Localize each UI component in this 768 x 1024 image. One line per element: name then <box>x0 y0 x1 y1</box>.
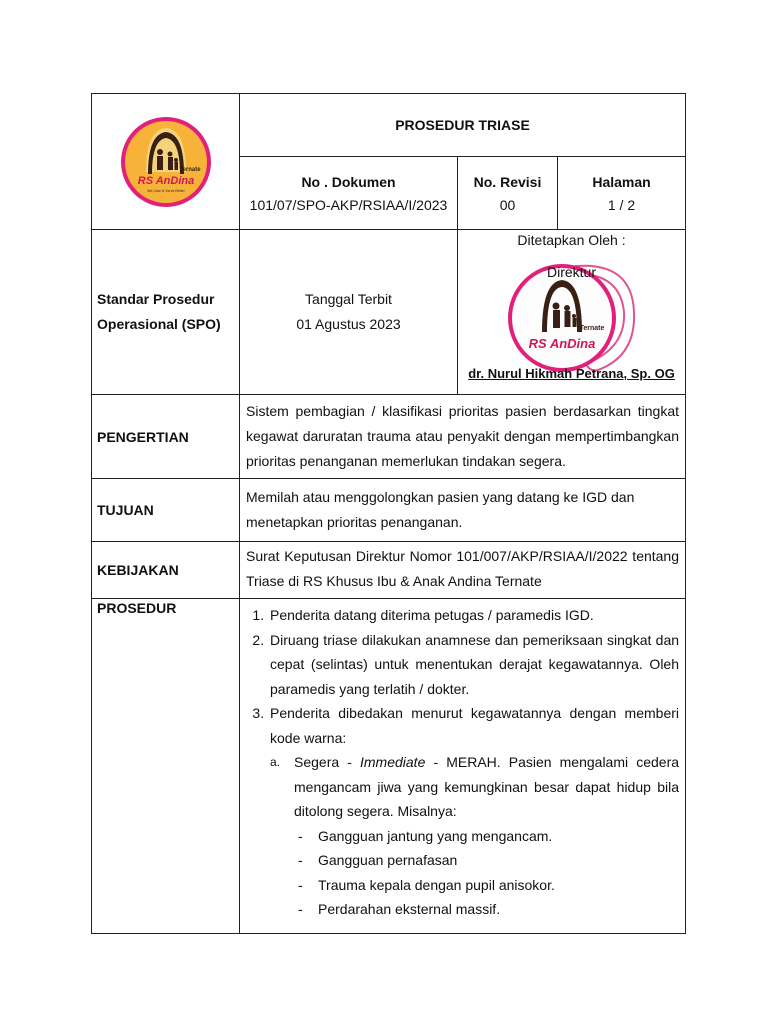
stamp-name-text: RS AnDina <box>528 336 596 351</box>
kebijakan-text: Surat Keputusan Direktur Nomor 101/007/AKP/RSIAA/I/2022 tentang Triase di RS Khusus Ibu & Anak Andina Ternate <box>240 542 686 599</box>
page-value: 1 / 2 <box>607 196 636 213</box>
revision-value: 00 <box>499 196 516 213</box>
logo-cell <box>92 94 240 230</box>
example-item: - Perdarahan eksternal massif. <box>298 901 501 917</box>
example-item: - Trauma kepala dengan pupil anisokor. <box>298 876 555 893</box>
prosedur-step: 1. Penderita datang diterima petugas / paramedis IGD. <box>268 603 679 628</box>
revision-cell <box>458 157 558 230</box>
pengertian-text: Sistem pembagian / klasifikasi prioritas pasien berdasarkan tingkat kegawat daruratan trauma atau penyakit dengan mempertimbangkan prioritas penanganan memerlukan tindakan segera. <box>240 395 686 479</box>
issue-date-cell <box>240 230 458 395</box>
sub-item-marker: a. <box>270 755 281 769</box>
kebijakan-label: KEBIJAKAN <box>92 542 240 599</box>
logo-name-text: RS AnDina <box>137 174 194 187</box>
sub-item-italic: Immediate <box>360 754 426 770</box>
director-title: Direktur <box>547 264 597 280</box>
prosedur-step-text: Penderita dibedakan menurut kegawatannya dengan memberi kode warna: <box>270 705 680 746</box>
doc-number-cell <box>240 157 458 230</box>
stamp-city-text: Ternate <box>579 325 605 332</box>
issue-date-label: Tanggal Terbit <box>305 291 392 307</box>
example-list <box>294 824 679 922</box>
doc-number-label: No . Dokumen <box>301 173 396 190</box>
signer-name: dr. Nurul Hikmah Petrana, Sp. OG <box>468 366 675 381</box>
tujuan-text: Memilah atau menggolongkan pasien yang datang ke IGD dan menetapkan prioritas penanganan. <box>240 479 686 542</box>
spo-document-table <box>91 93 686 934</box>
sub-item-prefix: Segera - <box>294 754 360 770</box>
prosedur-step <box>268 701 679 922</box>
hospital-logo <box>120 116 212 208</box>
doc-number-value: 101/07/SPO-AKP/RSIAA/I/2023 <box>249 196 448 213</box>
sub-item-a <box>270 750 679 922</box>
spo-label-line2: Operasional (SPO) <box>97 316 221 332</box>
issue-date-value: 01 Agustus 2023 <box>296 316 401 332</box>
prosedur-content <box>240 599 686 934</box>
document-title: PROSEDUR TRIASE <box>240 94 686 157</box>
prosedur-step: 2. Diruang triase dilakukan anamnese dan pemeriksaan singkat dan cepat (selintas) untuk menentukan derajat kegawatannya. Oleh paramedis yang terlatih / dokter. <box>268 628 679 702</box>
tujuan-label: TUJUAN <box>92 479 240 542</box>
example-item: - Gangguan pernafasan <box>298 852 458 868</box>
logo-city-text: Ternate <box>178 166 201 173</box>
approved-by-label: Ditetapkan Oleh : <box>517 232 626 248</box>
page-cell <box>558 157 686 230</box>
spo-label-cell <box>92 230 240 395</box>
prosedur-label: PROSEDUR <box>92 599 240 934</box>
pengertian-label: PENGERTIAN <box>92 395 240 479</box>
example-item: - Gangguan jantung yang mengancam. <box>298 827 553 844</box>
prosedur-steps <box>246 603 679 922</box>
revision-label: No. Revisi <box>473 173 542 190</box>
sub-item-rest: - MERAH. Pasien mengalami cedera mengancam jiwa yang kemungkinan besar dapat hidup bila ditolong segera. Misalnya: <box>294 754 680 819</box>
sub-list <box>270 750 679 922</box>
page-label: Halaman <box>592 173 651 190</box>
logo-tagline-text: We Care & Serve Better <box>146 188 185 193</box>
approval-cell <box>458 230 686 395</box>
spo-label-line1: Standar Prosedur <box>97 291 215 307</box>
